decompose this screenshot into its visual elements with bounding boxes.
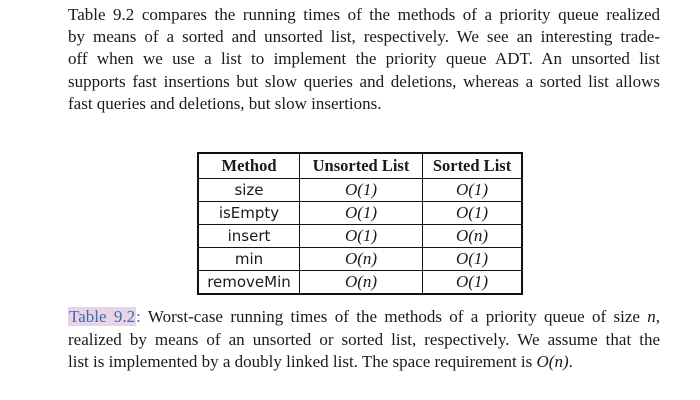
intro-line: supports fast insertions but slow queries and deletions, whereas a sorted list allows (68, 71, 660, 91)
unsorted-complexity-cell: O(n) (300, 248, 423, 271)
comparison-table (197, 152, 523, 295)
caption-line: realized by means of an unsorted or sorted list, respectively. We assume that the (68, 329, 660, 349)
intro-line: Table 9.2 compares the running times of the methods of a priority queue realized (68, 5, 660, 24)
table-caption (68, 306, 660, 374)
caption-punct: , (655, 307, 660, 326)
header-method: Method (198, 153, 300, 179)
unsorted-complexity-cell: O(1) (300, 179, 423, 202)
caption-line (68, 306, 660, 329)
caption-line (68, 351, 660, 374)
caption-colon: : (136, 307, 141, 326)
table-row (198, 225, 522, 248)
method-cell: size (198, 179, 300, 202)
caption-text: list is implemented by a doubly linked list. The space requirement is (68, 352, 537, 371)
comparison-table-wrapper (197, 152, 523, 295)
caption-punct: . (568, 352, 573, 371)
intro-line: off when we use a list to implement the priority queue ADT. An unsorted list (68, 49, 660, 69)
method-cell: insert (198, 225, 300, 248)
unsorted-complexity-cell: O(1) (300, 202, 423, 225)
intro-line: fast queries and deletions, but slow insertions. (68, 93, 382, 113)
sorted-complexity-cell: O(1) (423, 271, 523, 295)
sorted-complexity-cell: O(n) (423, 225, 523, 248)
unsorted-complexity-cell: O(1) (300, 225, 423, 248)
header-sorted-list: Sorted List (423, 153, 523, 179)
method-cell: removeMin (198, 271, 300, 295)
method-cell: min (198, 248, 300, 271)
table-row (198, 179, 522, 202)
caption-variable: n (647, 307, 656, 326)
header-unsorted-list: Unsorted List (300, 153, 423, 179)
sorted-complexity-cell: O(1) (423, 179, 523, 202)
sorted-complexity-cell: O(1) (423, 248, 523, 271)
caption-text: Worst-case running times of the methods of a priority queue of size (140, 307, 648, 326)
intro-line: by means of a sorted and unsorted list, respectively. We see an interesting trade- (68, 27, 660, 47)
table-row (198, 271, 522, 295)
table-reference-link[interactable]: Table 9.2 (69, 307, 136, 326)
table-row (198, 202, 522, 225)
intro-paragraph (68, 4, 660, 115)
unsorted-complexity-cell: O(n) (300, 271, 423, 295)
table-row (198, 248, 522, 271)
caption-space-complexity: O(n) (536, 352, 569, 371)
sorted-complexity-cell: O(1) (423, 202, 523, 225)
table-header-row (198, 153, 522, 179)
method-cell: isEmpty (198, 202, 300, 225)
